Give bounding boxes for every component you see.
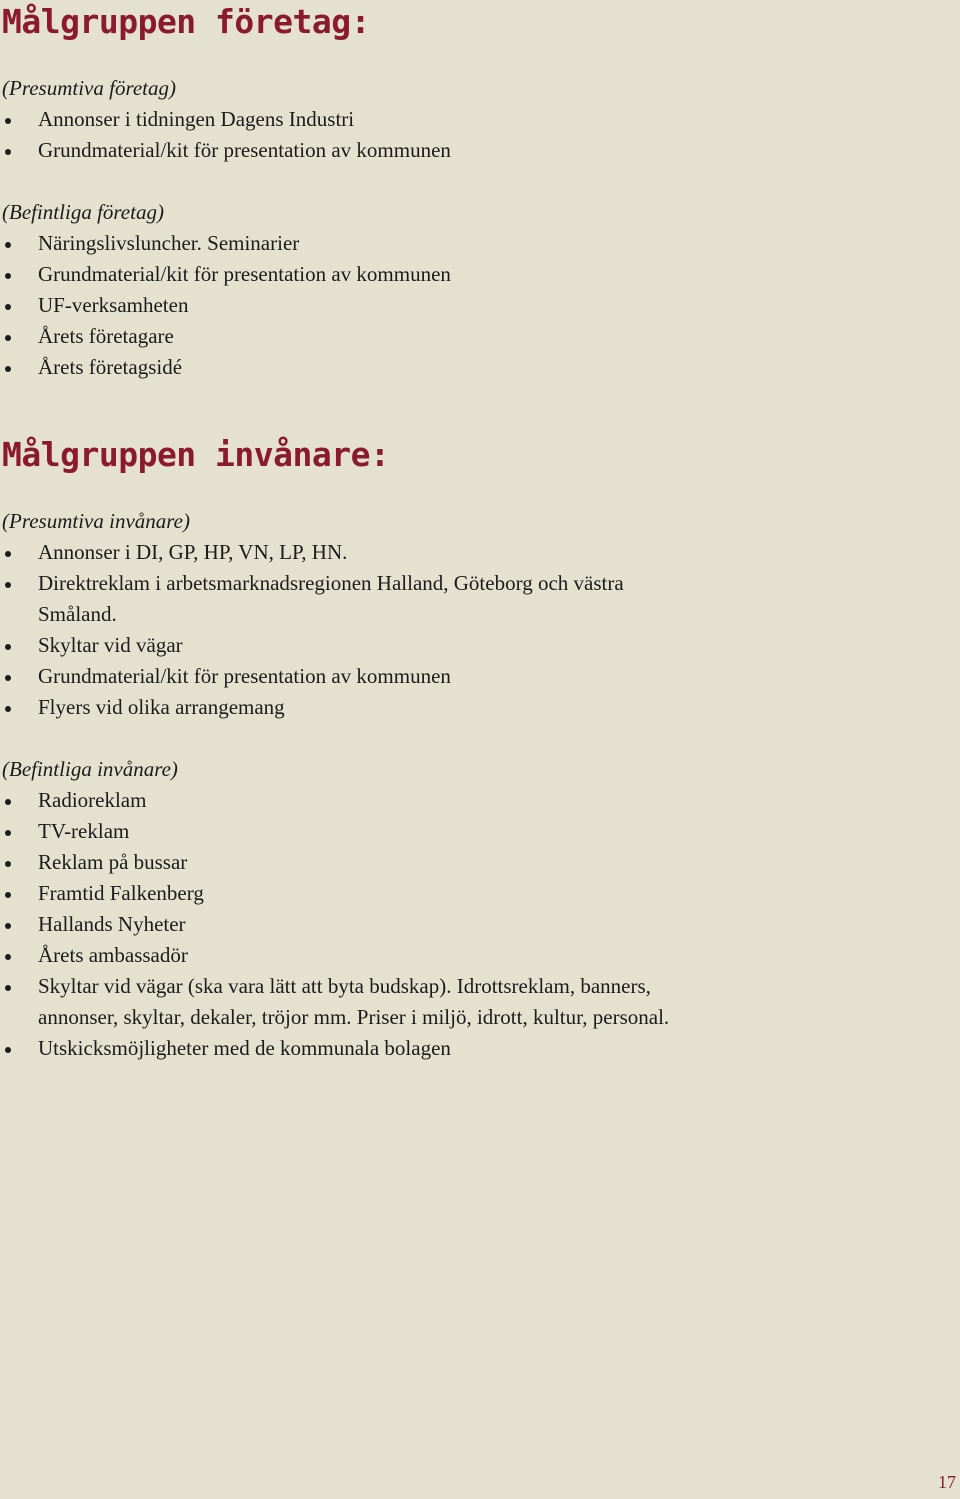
list-item: Flyers vid olika arrangemang <box>0 692 640 723</box>
list-prospective-residents <box>0 537 640 723</box>
list-existing-residents <box>0 785 690 1064</box>
list-item: Årets företagare <box>0 321 700 352</box>
page-number: 17 <box>938 1472 956 1492</box>
list-existing-companies <box>0 228 700 383</box>
list-item: Skyltar vid vägar <box>0 630 640 661</box>
list-item: Annonser i DI, GP, HP, VN, LP, HN. <box>0 537 640 568</box>
list-item: Reklam på bussar <box>0 847 690 878</box>
list-item: TV-reklam <box>0 816 690 847</box>
list-item: Grundmaterial/kit för presentation av kommunen <box>0 135 700 166</box>
list-item: Annonser i tidningen Dagens Industri <box>0 104 700 135</box>
heading-residents: Målgruppen invånare: <box>2 435 390 474</box>
list-item: UF-verksamheten <box>0 290 700 321</box>
list-item: Skyltar vid vägar (ska vara lätt att byta budskap). Idrottsreklam, banners, annonser, skyltar, dekaler, tröjor mm. Priser i miljö, idrott, kultur, personal. <box>0 971 690 1033</box>
list-prospective-companies <box>0 104 700 166</box>
subheading-prospective-residents: (Presumtiva invånare) <box>2 509 190 533</box>
list-item: Radioreklam <box>0 785 690 816</box>
subheading-existing-residents: (Befintliga invånare) <box>2 757 178 781</box>
heading-companies: Målgruppen företag: <box>2 2 370 41</box>
list-item: Grundmaterial/kit för presentation av kommunen <box>0 661 640 692</box>
subheading-prospective-companies: (Presumtiva företag) <box>2 76 176 100</box>
list-item: Hallands Nyheter <box>0 909 690 940</box>
list-item: Framtid Falkenberg <box>0 878 690 909</box>
list-item: Årets ambassadör <box>0 940 690 971</box>
list-item: Direktreklam i arbetsmarknadsregionen Halland, Göteborg och västra Småland. <box>0 568 640 630</box>
list-item: Utskicksmöjligheter med de kommunala bolagen <box>0 1033 690 1064</box>
subheading-existing-companies: (Befintliga företag) <box>2 200 164 224</box>
list-item: Näringslivsluncher. Seminarier <box>0 228 700 259</box>
list-item: Grundmaterial/kit för presentation av kommunen <box>0 259 700 290</box>
list-item: Årets företagsidé <box>0 352 700 383</box>
